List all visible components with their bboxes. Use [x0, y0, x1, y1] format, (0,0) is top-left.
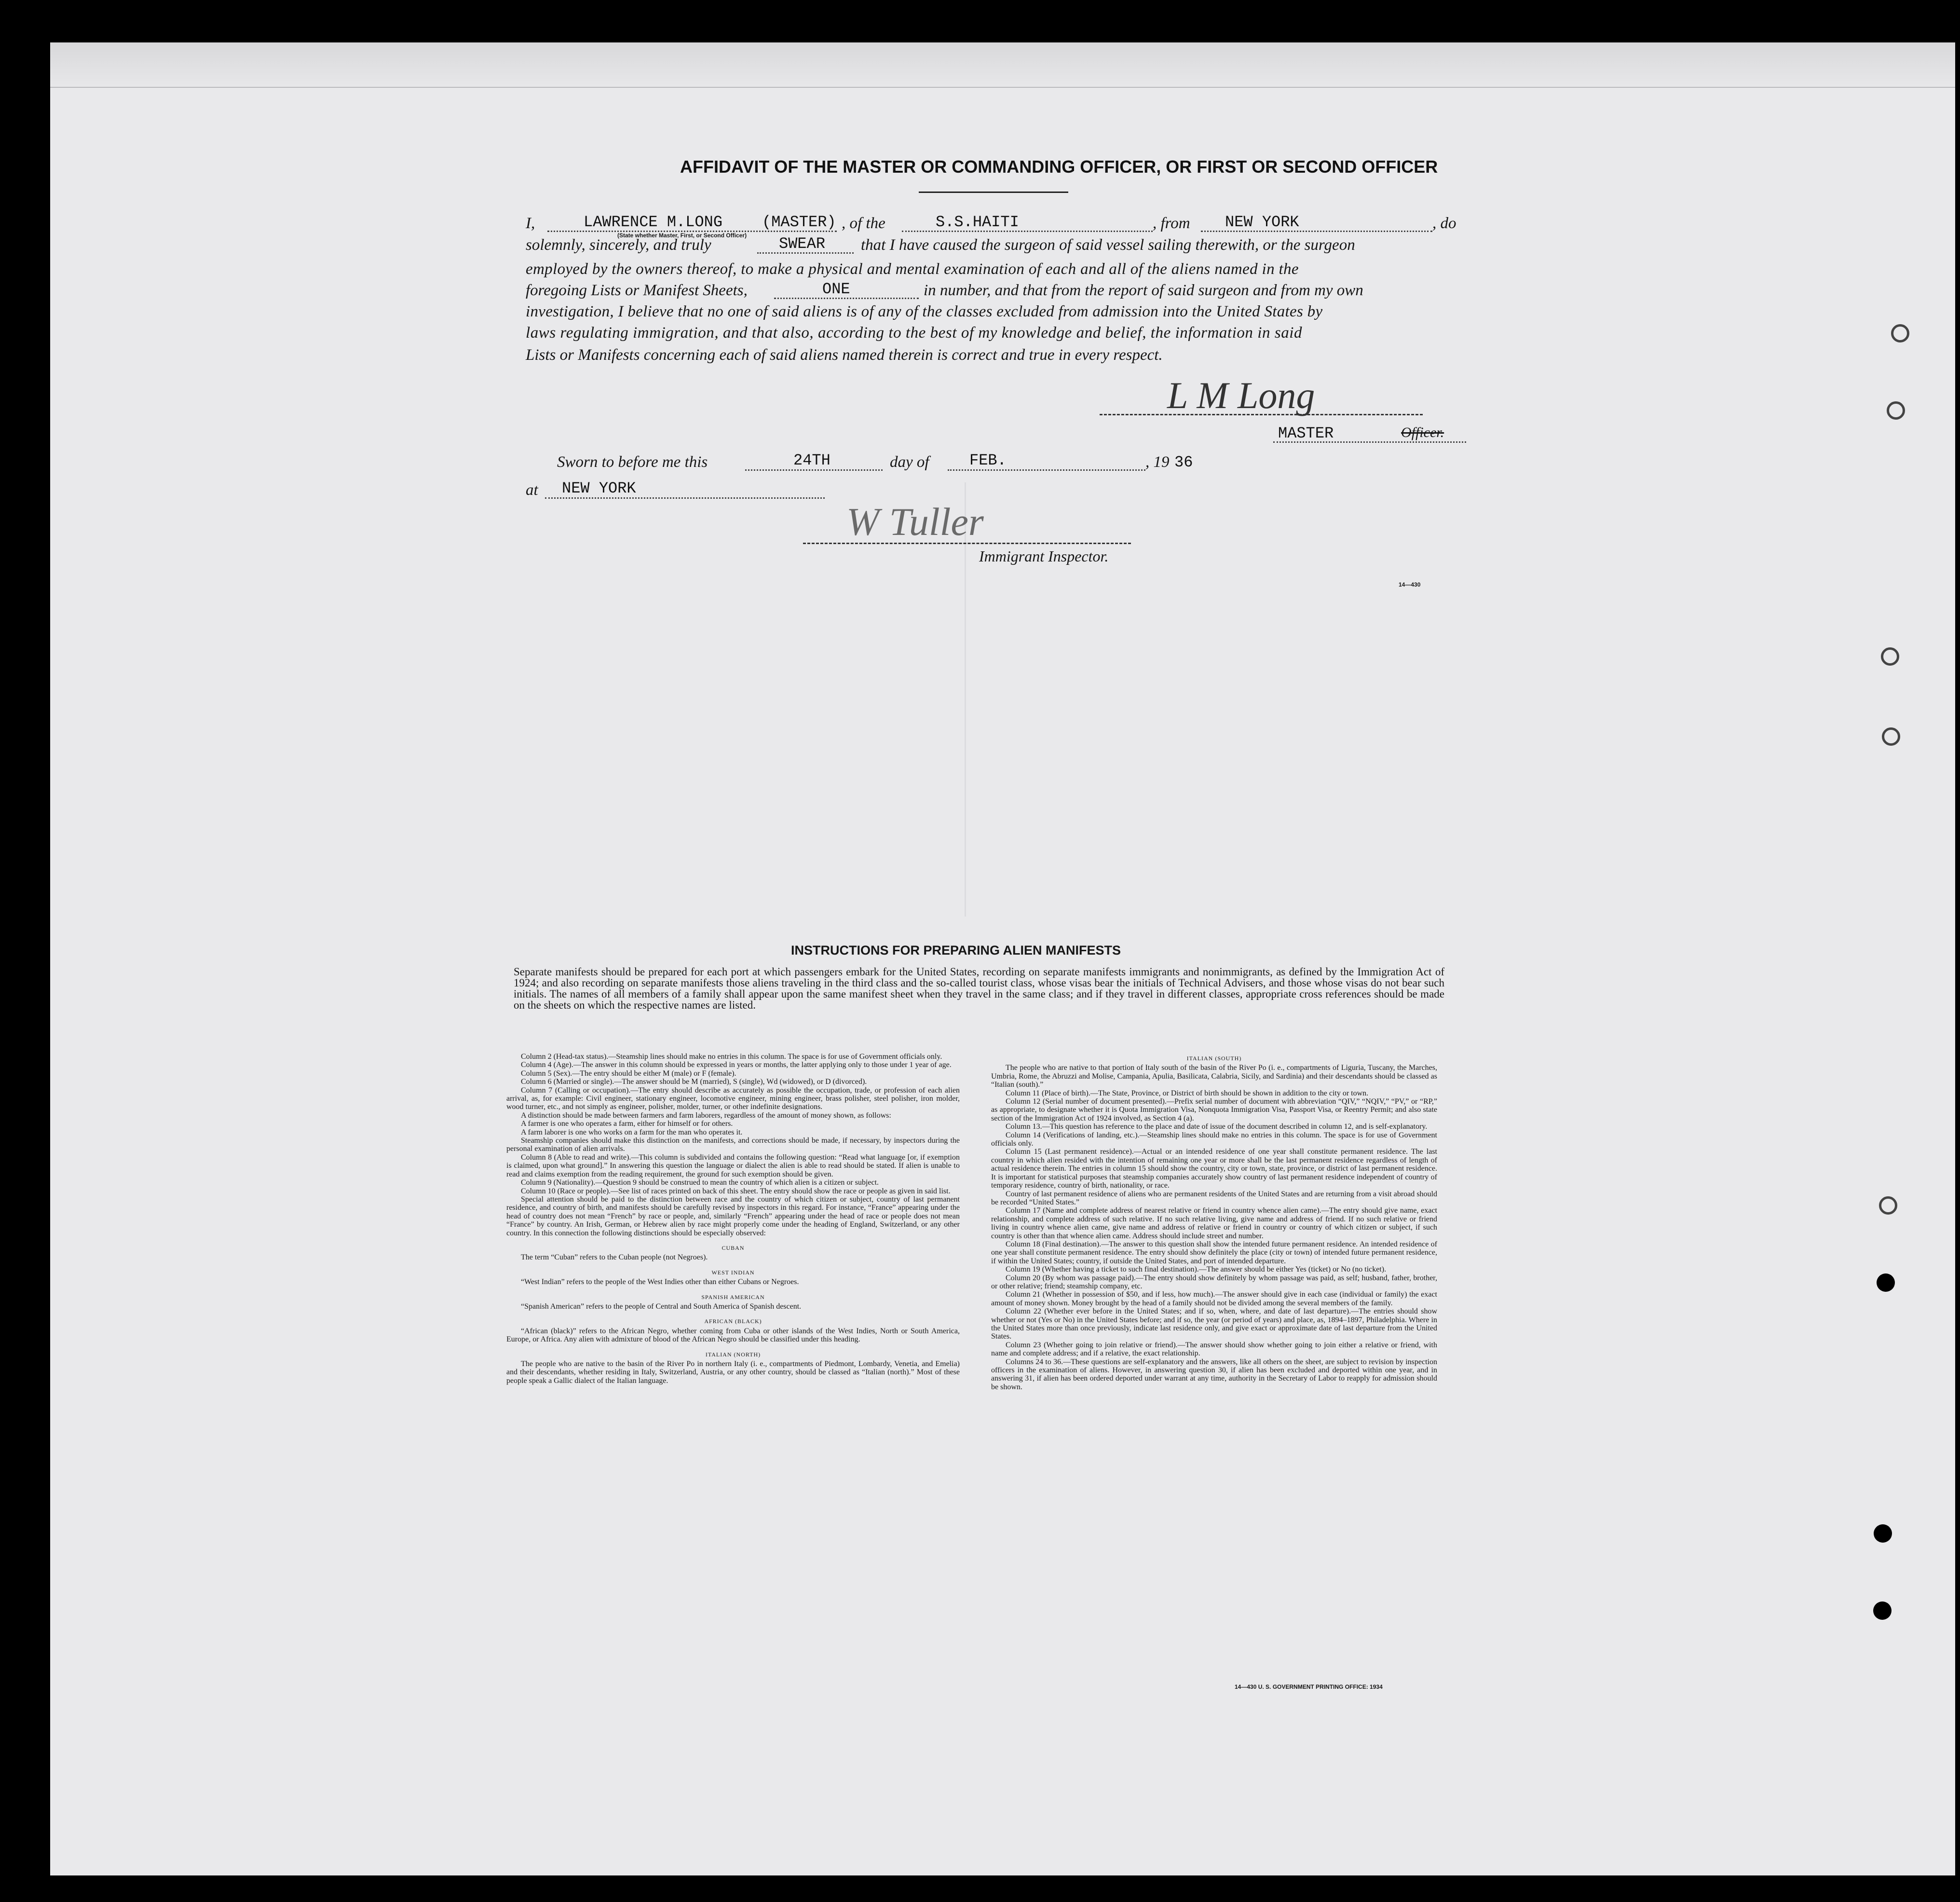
affidavit-line-2b: that I have caused the surgeon of said vessel sailing therewith, or the surgeon — [861, 236, 1355, 254]
instructions-title: INSTRUCTIONS FOR PREPARING ALIEN MANIFESTS — [791, 943, 1121, 958]
fold-line — [50, 87, 1955, 88]
sworn-place: NEW YORK — [562, 479, 636, 497]
binder-hole-icon — [1881, 647, 1899, 666]
signer-title: MASTER — [1278, 424, 1334, 442]
affidavit-line-2 — [526, 236, 711, 254]
sheet-count: ONE — [822, 280, 850, 298]
page-top-edge — [50, 42, 1955, 88]
instruction-paragraph: Column 8 (Able to read and write).—This column is subdivided and contains the following question: “Read what language [or, if exemption is claimed, upon what ground].” In answering this question the language or dialect the alien is able to read should be stated. If alien is unable to read and claims exemption from the reading requirement, the ground for such exemption should be given. — [506, 1153, 960, 1178]
text: foregoing Lists or Manifest Sheets, — [526, 282, 748, 299]
page-crease — [965, 482, 966, 917]
of-the-label: , of the — [842, 215, 885, 232]
affidavit-line-4 — [526, 282, 748, 300]
form-number: 14—430 — [1399, 581, 1421, 588]
section-heading: WEST INDIAN — [711, 1269, 755, 1276]
inspector-signature: W Tuller — [846, 500, 984, 544]
signature-line — [1100, 414, 1423, 415]
at-label: at — [526, 481, 538, 499]
instruction-paragraph: A farmer is one who operates a farm, either for himself or for others. — [521, 1120, 733, 1128]
instruction-paragraph: Column 4 (Age).—The answer in this column should be expressed in years or months, the latter applying only to those under 1 year of age. — [521, 1061, 952, 1069]
instruction-paragraph: Special attention should be paid to the distinction between race and the country of which citizen or subject, country of last permanent residence, and country of birth, and manifests should be carefully revised by inspectors in this regard. For instance, “France” appearing under the head of country does not mean “French” by race or people, and, similarly “French” appearing under the head of race or people does not mean “France” by country. An Irish, German, or Hebrew alien by race might properly come under the heading of England, Switzerland, or any other country. In this connection the following distinctions should be especially observed: — [506, 1195, 960, 1237]
instruction-paragraph: “African (black)” refers to the African Negro, whether coming from Cuba or other islands of the West Indies, North or South America, Europe, or Africa. Any alien with admixture of blood of the African Negro should be classified under this heading. — [506, 1327, 960, 1344]
affidavit-line-5: investigation, I believe that no one of said aliens is of any of the classes excluded from admission into the United States by — [526, 303, 1323, 320]
instruction-paragraph: Column 9 (Nationality).—Question 9 should be construed to mean the country of which alien is a citizen or subject. — [521, 1178, 879, 1187]
punched-hole-icon — [1874, 1524, 1892, 1543]
master-rank: (MASTER) — [762, 213, 836, 231]
binder-hole-icon — [1887, 401, 1905, 420]
affidavit-line-6: laws regulating immigration, and that also, according to the best of my knowledge and belief, the information in said — [526, 324, 1303, 342]
section-heading: AFRICAN (BLACK) — [704, 1318, 762, 1325]
instruction-paragraph: Column 21 (Whether in possession of $50, and if less, how much).—The answer should give in each case (individual or family) the exact amount of money shown. Money brought by the head of a family should not be divided among the several members of the family. — [991, 1290, 1437, 1307]
do-label: , do — [1432, 215, 1456, 232]
instructions-intro: Separate manifests should be prepared for each port at which passengers embark for the United States, recording on separate manifests immigrants and nonimmigrants, as defined by the Immigration Act of 1924; and also recording on separate manifests those aliens traveling in the third class and the so-called tourist class, whose visas bear the initials of Technical Advisers, and those whose visas do not bear such initials. The names of all members of a family shall appear upon the same manifest sheet when they travel in the same class; and if they travel in different classes, appropriate cross references should be made on the sheets on which the respective names are listed. — [514, 966, 1444, 1011]
binder-hole-icon — [1891, 324, 1909, 342]
officer-label: Officer. — [1401, 424, 1444, 440]
text: I, — [526, 215, 535, 232]
title-rule — [919, 192, 1068, 193]
instruction-paragraph: The term “Cuban” refers to the Cuban people (not Negroes). — [521, 1253, 708, 1262]
inspector-signature-line — [803, 543, 1131, 544]
section-heading: CUBAN — [721, 1244, 745, 1251]
instruction-paragraph: Column 17 (Name and complete address of nearest relative or friend in country whence alien came).—The entry should give name, exact relationship, and complete address of such relative. If no such relative living, give name and address of friend. If no such relative or friend living in country whence alien came, give name and address of relative or friend in country or country of which citizen or subject, if such country is other than that whence alien came. Address should include street and number. — [991, 1206, 1437, 1240]
instruction-paragraph: Column 13.—This question has reference to the place and date of issue of the document described in column 12, and is self-explanatory. — [1006, 1122, 1428, 1131]
day-of-label: day of — [890, 453, 929, 471]
instruction-paragraph: Column 2 (Head-tax status).—Steamship lines should make no entries in this column. The space is for use of Government officials only. — [521, 1053, 942, 1061]
instruction-paragraph: Column 18 (Final destination).—The answer to this question shall show the intended future permanent residence. An intended residence of one year shall constitute permanent residence. The entry should show definitely the place (city or town) of intended future permanent residence, if within the United States; country, if outside the United States, and port of intended departure. — [991, 1240, 1437, 1265]
instruction-paragraph: Country of last permanent residence of aliens who are permanent residents of the United States and are returning from a visit abroad should be recorded “United States.” — [991, 1190, 1437, 1206]
departure-port: NEW YORK — [1225, 213, 1299, 231]
sworn-label: Sworn to before me this — [557, 453, 708, 471]
instruction-paragraph: Column 10 (Race or people).—See list of races printed on back of this sheet. The entry should show the race or people as given in said list. — [521, 1187, 951, 1195]
instruction-paragraph: Column 5 (Sex).—The entry should be either M (male) or F (female). — [521, 1069, 736, 1078]
instruction-paragraph: A distinction should be made between farmers and farm laborers, regardless of the amount of money shown, as follows: — [521, 1111, 891, 1120]
instructions-left-column — [506, 1053, 960, 1385]
instruction-paragraph: Steamship companies should make this distinction on the manifests, and corrections should be made, if necessary, by inspectors during the personal examination of alien arrivals. — [506, 1136, 960, 1153]
section-heading: ITALIAN (NORTH) — [705, 1351, 761, 1358]
instruction-paragraph: Columns 24 to 36.—These questions are self-explanatory and the answers, like all others on the sheet, are subject to revision by inspection officers in the examination of aliens. However, in answering question 30, if alien has been excluded and deported within one year, and in answering 31, if alien has been ordered deported under warrant at any time, authority in the Secretary of Labor to reapply for admission should be shown. — [991, 1357, 1437, 1391]
sworn-month: FEB. — [969, 452, 1007, 469]
year-prefix: , 19 — [1145, 453, 1170, 471]
from-label: , from — [1153, 215, 1190, 232]
master-signature: L M Long — [1167, 374, 1315, 416]
instruction-paragraph: “West Indian” refers to the people of the West Indies other than either Cubans or Negroes. — [521, 1278, 799, 1286]
instruction-paragraph: The people who are native to the basin of the River Po in northern Italy (i. e., compartments of Piedmont, Lombardy, Venetia, and Emelia) and their descendants, whether residing in Italy, Switzerland, Austria, or any other country, should be classed as “Italian (north).” Most of these people speak a Gallic dialect of the Italian language. — [506, 1360, 960, 1385]
printing-office-note: 14—430 U. S. GOVERNMENT PRINTING OFFICE: 1934 — [1235, 1683, 1383, 1690]
instruction-paragraph: Column 14 (Verifications of landing, etc.).—Steamship lines should make no entries in this column. The space is for use of Government officials only. — [991, 1131, 1437, 1148]
ship-name: S.S.HAITI — [936, 213, 1019, 231]
instruction-paragraph: Column 22 (Whether ever before in the United States; and if so, when, where, and date of last departure).—The entries should show whether or not (Yes or No) in the United States before; and if so, the year (or period of years) and place, as, 1894–1897, Philadelphia. Where in the United States more than once previously, indicate last residence only, and give exact or approximate date of last departure from the United States. — [991, 1307, 1437, 1341]
affidavit-line-7: Lists or Manifests concerning each of said aliens named therein is correct and true in every respect. — [526, 346, 1163, 364]
instruction-paragraph: A farm laborer is one who works on a farm for the man who operates it. — [521, 1128, 743, 1136]
instruction-paragraph: “Spanish American” refers to the people of Central and South America of Spanish descent. — [521, 1302, 802, 1311]
instruction-paragraph: Column 12 (Serial number of document presented).—Prefix serial number of document with abbreviation “QIV,” “NQIV,” “PV,” or “RP,” as appropriate, to designate whether it is Quota Immigration Visa, Nonquota Immigration Visa, Passport Visa, or Reentry Permit; and also state section of the Immigration Act of 1924 involved, as Section 4 (a). — [991, 1097, 1437, 1122]
section-heading: SPANISH AMERICAN — [701, 1293, 765, 1300]
place-fill-line — [545, 497, 825, 499]
instruction-paragraph: Column 23 (Whether going to join relative or friend).—The answer should show whether going to join either a relative or friend, with name and complete address; and if a relative, the exact relationship. — [991, 1341, 1437, 1358]
title-fill-line — [1273, 441, 1466, 443]
instruction-paragraph: Column 20 (By whom was passage paid).—The entry should show definitely by whom passage was paid, as self; husband, father, brother, or other relative; friend; steamship company, etc. — [991, 1273, 1437, 1290]
binder-hole-icon — [1882, 727, 1900, 746]
affidavit-line-4b: in number, and that from the report of said surgeon and from my own — [924, 282, 1363, 299]
instruction-paragraph: Column 6 (Married or single).—The answer should be M (married), S (single), Wd (widowed), or D (divorced). — [521, 1078, 867, 1086]
day-fill-line — [745, 469, 883, 471]
punched-hole-icon — [1873, 1601, 1892, 1620]
punched-hole-icon — [1877, 1273, 1895, 1292]
sworn-day: 24TH — [793, 452, 830, 469]
oath-word: SWEAR — [779, 235, 826, 253]
instruction-paragraph: The people who are native to that portion of Italy south of the basin of the River Po (i. e., compartments of Liguria, Tuscany, the Marches, Umbria, Rome, the Abruzzi and Molise, Campania, Apulia, Basilicata, Calabria, Sicily, and Sardinia) and their descendants should be classed as “Italian (south).” — [991, 1064, 1437, 1089]
state-note: (State whether Master, First, or Second Officer) — [617, 232, 747, 239]
instruction-paragraph: Column 15 (Last permanent residence).—Actual or an intended residence of one year shall constitute permanent residence. The last country in which alien resided with the intention of remaining one year or more shall be the last permanent residence regardless of length of actual residence therein. The entries in column 15 should show the country, city or town, state, province, or district of last permanent residence. It is important for statistical purposes that steamship companies accurately show country of last permanent residence independent of country of temporary residence, country of birth, nationality, or race. — [991, 1148, 1437, 1190]
affidavit-line-3: employed by the owners thereof, to make a physical and mental examination of each and all of the aliens named in the — [526, 260, 1299, 278]
affidavit-line-1 — [526, 215, 535, 233]
binder-hole-icon — [1879, 1196, 1897, 1215]
instruction-paragraph: Column 11 (Place of birth).—The State, Province, or District of birth should be shown in addition to the city or town. — [1006, 1089, 1369, 1097]
affidavit-title: AFFIDAVIT OF THE MASTER OR COMMANDING OFFICER, OR FIRST OR SECOND OFFICER — [680, 157, 1438, 177]
master-name: LAWRENCE M.LONG — [584, 213, 723, 231]
month-fill-line — [948, 469, 1145, 471]
section-heading: ITALIAN (SOUTH) — [1186, 1055, 1242, 1062]
inspector-label: Immigrant Inspector. — [979, 547, 1109, 565]
text: solemnly, sincerely, and truly — [526, 236, 711, 254]
sworn-year: 36 — [1174, 453, 1193, 471]
instruction-paragraph: Column 19 (Whether having a ticket to such final destination).—The answer should be either Yes (ticket) or No (no ticket). — [1006, 1265, 1387, 1274]
instruction-paragraph: Column 7 (Calling or occupation).—The entry should describe as accurately as possible the occupation, trade, or profession of each alien arrival, as, for example: Civil engineer, stationary engineer, locomotive engineer, mining engineer, brass polisher, steel polisher, iron molder, wood turner, etc., and not simply as engineer, polisher, molder, turner, or other indefinite designations. — [506, 1086, 960, 1111]
instructions-right-column — [991, 1053, 1437, 1391]
